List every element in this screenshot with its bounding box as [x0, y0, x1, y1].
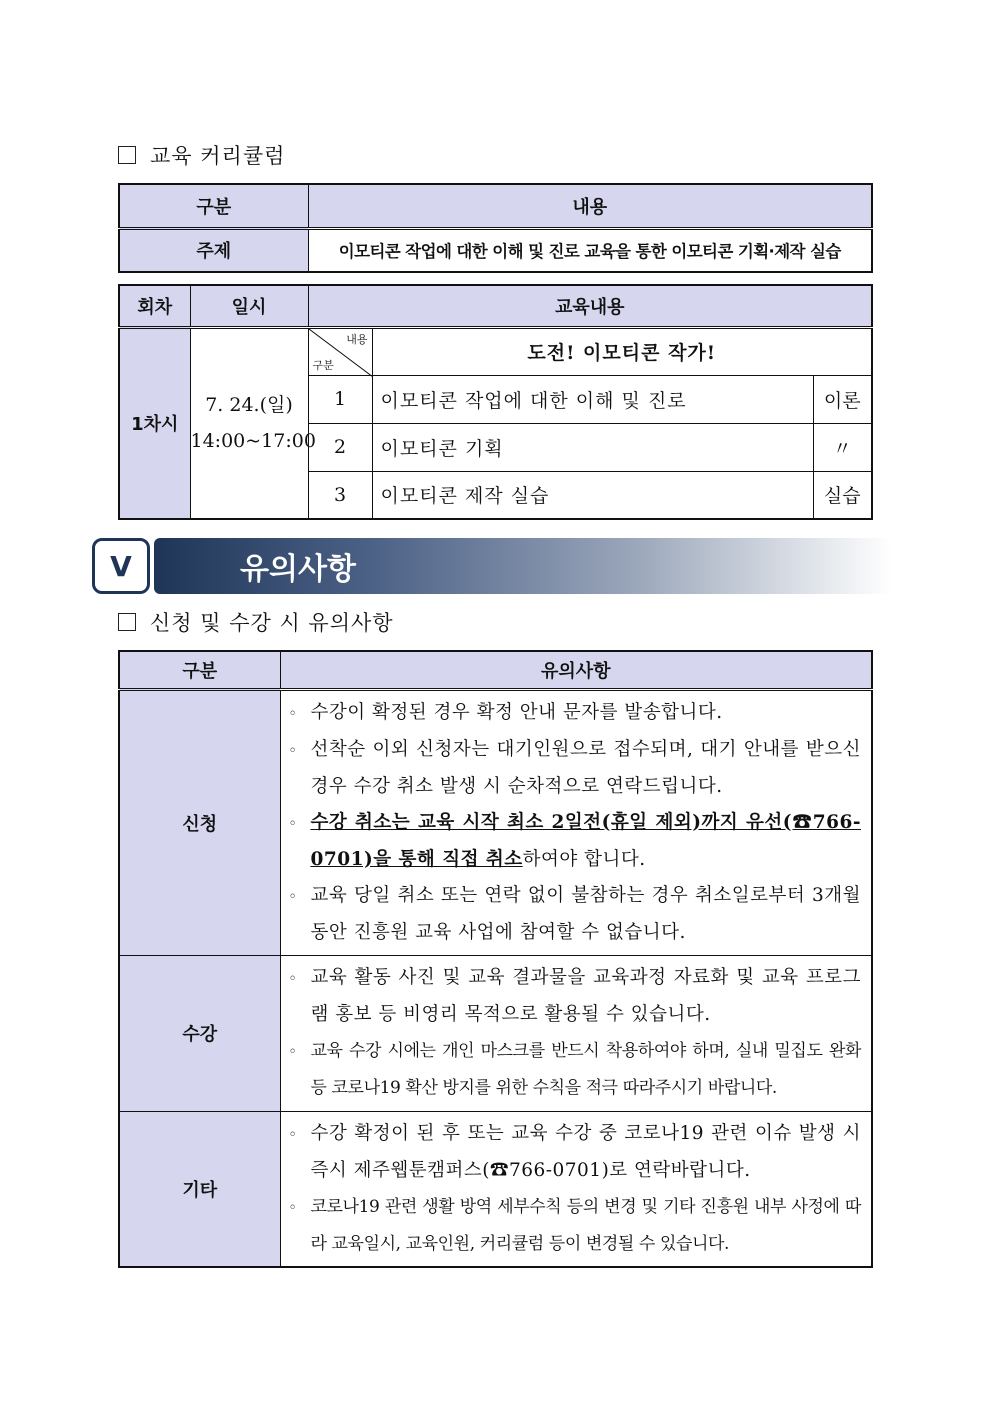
diag-top-label: 내용	[346, 332, 368, 346]
list-item: ◦ 교육 수강 시에는 개인 마스크를 반드시 착용하여야 하며, 실내 밀집도 완화 등 코로나19 확산 방지를 위한 수칙을 적극 따라주시기 바랍니다.	[288, 1041, 861, 1098]
session-round: 1차시	[119, 327, 190, 519]
checkbox-icon	[118, 146, 136, 164]
item-no: 2	[308, 423, 372, 471]
list-item: ◦ 수강 확정이 된 후 또는 교육 수강 중 코로나19 관련 이슈 발생 시 즉시 제주웹툰캠퍼스(☎766-0701)로 연락바랍니다.	[288, 1122, 861, 1181]
session-time: 14:00~17:00	[190, 430, 316, 453]
curriculum-heading	[118, 140, 285, 170]
notes-heading	[118, 607, 394, 637]
schedule-table	[118, 284, 873, 520]
list-item: ◦ 수강이 확정된 경우 확정 안내 문자를 발송합니다.	[288, 701, 723, 723]
item-type: 〃	[813, 423, 872, 471]
schedule-header-round: 회차	[119, 285, 190, 327]
item-content: 이모티콘 제작 실습	[372, 471, 813, 519]
diagonal-header-cell	[308, 327, 372, 375]
topic-header-category: 구분	[119, 184, 308, 228]
attend-label: 수강	[119, 955, 280, 1111]
item-type: 실습	[813, 471, 872, 519]
attend-notes	[280, 955, 872, 1111]
section-bar	[154, 538, 892, 594]
list-item: ◦ 선착순 이외 신청자는 대기인원으로 접수되며, 대기 안내를 받으신 경우 수강 취소 발생 시 순차적으로 연락드립니다.	[288, 738, 861, 797]
table-row	[119, 955, 872, 1111]
topic-label: 주제	[119, 228, 308, 272]
table-row	[119, 1111, 872, 1267]
list-item: ◦ 교육 활동 사진 및 교육 결과물을 교육과정 자료화 및 교육 프로그램 홍보 등 비영리 목적으로 활용될 수 있습니다.	[288, 967, 861, 1025]
notes-header-content: 유의사항	[280, 651, 872, 689]
cancel-policy-emphasis: 수강 취소는 교육 시작 최소 2일전(휴일 제외)까지 유선(☎766-0701)을 통해 직접 취소	[310, 811, 861, 870]
checkbox-icon	[118, 613, 136, 631]
section-banner	[92, 538, 892, 594]
apply-label: 신청	[119, 689, 280, 955]
other-notes	[280, 1111, 872, 1267]
schedule-header-date: 일시	[190, 285, 308, 327]
item-no: 3	[308, 471, 372, 519]
item-content: 이모티콘 작업에 대한 이해 및 진로	[372, 375, 813, 423]
list-item: ◦ 수강 취소는 교육 시작 최소 2일전(휴일 제외)까지 유선(☎766-0701)을 통해 직접 취소하여야 합니다.	[288, 811, 861, 870]
item-type: 이론	[813, 375, 872, 423]
schedule-header-content: 교육내용	[308, 285, 872, 327]
topic-header-content: 내용	[308, 184, 872, 228]
item-no: 1	[308, 375, 372, 423]
session-datetime	[190, 327, 316, 519]
other-label: 기타	[119, 1111, 280, 1267]
section-number: V	[92, 538, 150, 594]
item-content: 이모티콘 기획	[372, 423, 813, 471]
curriculum-heading-text: 교육 커리큘럼	[150, 144, 286, 168]
list-item: ◦ 코로나19 관련 생활 방역 세부수칙 등의 변경 및 기타 진흥원 내부 사정에 따라 교육일시, 교육인원, 커리큘럼 등이 변경될 수 있습니다.	[288, 1196, 861, 1254]
table-row	[119, 689, 872, 955]
session-title: 도전! 이모티콘 작가!	[372, 327, 872, 375]
session-date: 7. 24.(일)	[205, 394, 293, 417]
list-item: ◦ 교육 당일 취소 또는 연락 없이 불참하는 경우 취소일로부터 3개월 동안 진흥원 교육 사업에 참여할 수 없습니다.	[288, 884, 861, 943]
notes-table	[118, 650, 873, 1268]
topic-table	[118, 183, 873, 273]
section-title: 유의사항	[240, 552, 356, 587]
topic-value: 이모티콘 작업에 대한 이해 및 진로 교육을 통한 이모티콘 기획·제작 실습	[308, 228, 872, 272]
notes-header-category: 구분	[119, 651, 280, 689]
apply-notes	[280, 689, 872, 955]
notes-heading-text: 신청 및 수강 시 유의사항	[150, 611, 394, 635]
diag-bottom-label: 구분	[312, 358, 334, 372]
